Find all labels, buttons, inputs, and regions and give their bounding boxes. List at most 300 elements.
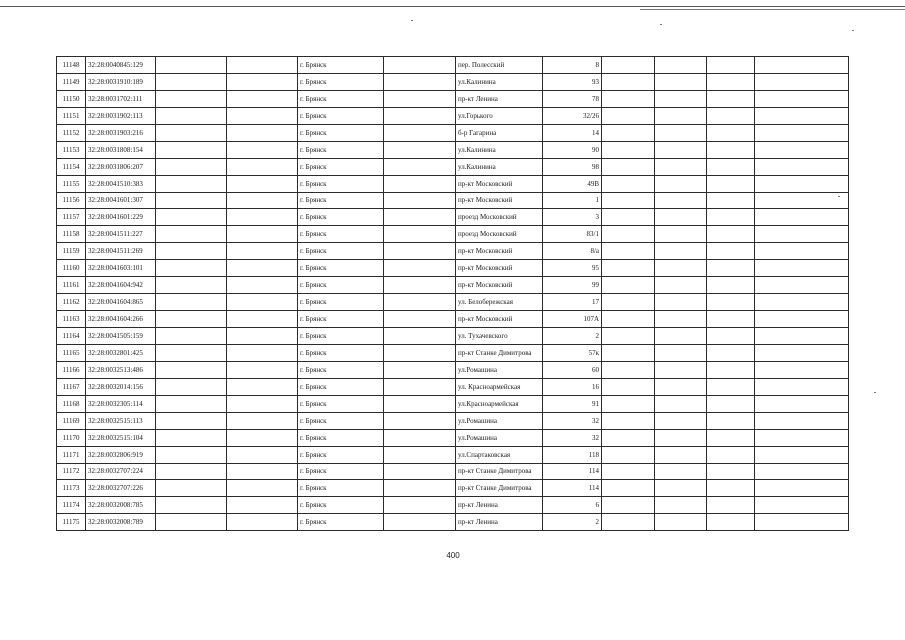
empty-cell <box>384 192 456 209</box>
empty-cell <box>707 124 755 141</box>
house-number-cell: 114 <box>543 463 602 480</box>
empty-cell <box>707 192 755 209</box>
empty-cell <box>602 294 655 311</box>
cadastral-number-cell: 32:28:0032305:114 <box>86 395 156 412</box>
empty-cell <box>655 90 707 107</box>
empty-cell <box>384 378 456 395</box>
empty-cell <box>602 107 655 124</box>
empty-cell <box>384 209 456 226</box>
house-number-cell: 32/26 <box>543 107 602 124</box>
empty-cell <box>707 480 755 497</box>
street-cell: пр-кт Московский <box>456 175 543 192</box>
empty-cell <box>655 124 707 141</box>
row-number-cell: 11168 <box>57 395 86 412</box>
cadastral-number-cell: 32:28:0032008:789 <box>86 514 156 531</box>
empty-cell <box>602 209 655 226</box>
cadastral-number-cell: 32:28:0032515:113 <box>86 412 156 429</box>
empty-cell <box>156 311 227 328</box>
empty-cell <box>707 294 755 311</box>
empty-cell <box>655 141 707 158</box>
empty-cell <box>655 226 707 243</box>
empty-cell <box>655 429 707 446</box>
table-row <box>57 412 849 429</box>
empty-cell <box>755 514 849 531</box>
cadastral-number-cell: 32:28:0032707:226 <box>86 480 156 497</box>
empty-cell <box>156 226 227 243</box>
empty-cell <box>707 226 755 243</box>
empty-cell <box>707 243 755 260</box>
table-row <box>57 311 849 328</box>
empty-cell <box>755 344 849 361</box>
registry-body <box>57 57 849 531</box>
empty-cell <box>602 429 655 446</box>
house-number-cell: 2 <box>543 328 602 345</box>
empty-cell <box>707 209 755 226</box>
empty-cell <box>655 209 707 226</box>
empty-cell <box>655 57 707 74</box>
empty-cell <box>384 107 456 124</box>
empty-cell <box>227 158 298 175</box>
empty-cell <box>156 277 227 294</box>
house-number-cell: 107А <box>543 311 602 328</box>
empty-cell <box>156 158 227 175</box>
empty-cell <box>156 480 227 497</box>
row-number-cell: 11162 <box>57 294 86 311</box>
table-row <box>57 226 849 243</box>
empty-cell <box>156 124 227 141</box>
empty-cell <box>227 463 298 480</box>
empty-cell <box>384 294 456 311</box>
empty-cell <box>655 73 707 90</box>
empty-cell <box>227 395 298 412</box>
table-row <box>57 294 849 311</box>
cadastral-number-cell: 32:28:0041510:383 <box>86 175 156 192</box>
empty-cell <box>384 463 456 480</box>
cadastral-number-cell: 32:28:0040845:129 <box>86 57 156 74</box>
city-cell: г. Брянск <box>298 328 384 345</box>
street-cell: ул. Красноармейская <box>456 378 543 395</box>
empty-cell <box>227 514 298 531</box>
empty-cell <box>602 514 655 531</box>
table-row <box>57 429 849 446</box>
empty-cell <box>755 277 849 294</box>
street-cell: ул.Красноармейская <box>456 395 543 412</box>
row-number-cell: 11154 <box>57 158 86 175</box>
empty-cell <box>755 226 849 243</box>
street-cell: б-р Гагарина <box>456 124 543 141</box>
empty-cell <box>384 328 456 345</box>
empty-cell <box>707 90 755 107</box>
row-number-cell: 11171 <box>57 446 86 463</box>
empty-cell <box>156 175 227 192</box>
house-number-cell: 99 <box>543 277 602 294</box>
empty-cell <box>707 311 755 328</box>
table-row <box>57 158 849 175</box>
empty-cell <box>655 192 707 209</box>
empty-cell <box>384 361 456 378</box>
empty-cell <box>602 446 655 463</box>
empty-cell <box>707 446 755 463</box>
street-cell: пр-кт Ленина <box>456 497 543 514</box>
empty-cell <box>384 124 456 141</box>
city-cell: г. Брянск <box>298 311 384 328</box>
house-number-cell: 14 <box>543 124 602 141</box>
empty-cell <box>707 514 755 531</box>
scan-edge-line <box>640 9 905 10</box>
empty-cell <box>156 412 227 429</box>
row-number-cell: 11173 <box>57 480 86 497</box>
empty-cell <box>602 480 655 497</box>
empty-cell <box>602 141 655 158</box>
scan-speck <box>660 24 662 25</box>
empty-cell <box>655 412 707 429</box>
empty-cell <box>655 344 707 361</box>
empty-cell <box>707 361 755 378</box>
empty-cell <box>602 463 655 480</box>
empty-cell <box>755 158 849 175</box>
empty-cell <box>384 260 456 277</box>
empty-cell <box>602 497 655 514</box>
empty-cell <box>156 344 227 361</box>
empty-cell <box>602 175 655 192</box>
empty-cell <box>755 57 849 74</box>
street-cell: пр-кт Станке Димитрова <box>456 480 543 497</box>
cadastral-number-cell: 32:28:0031806:207 <box>86 158 156 175</box>
empty-cell <box>755 429 849 446</box>
empty-cell <box>707 73 755 90</box>
cadastral-number-cell: 32:28:0031910:189 <box>86 73 156 90</box>
city-cell: г. Брянск <box>298 344 384 361</box>
empty-cell <box>755 260 849 277</box>
empty-cell <box>755 141 849 158</box>
table-row <box>57 395 849 412</box>
empty-cell <box>755 90 849 107</box>
cadastral-number-cell: 32:28:0032513:486 <box>86 361 156 378</box>
empty-cell <box>384 514 456 531</box>
empty-cell <box>707 395 755 412</box>
empty-cell <box>156 90 227 107</box>
empty-cell <box>602 57 655 74</box>
cadastral-number-cell: 32:28:0031903:216 <box>86 124 156 141</box>
empty-cell <box>755 192 849 209</box>
empty-cell <box>384 429 456 446</box>
city-cell: г. Брянск <box>298 124 384 141</box>
row-number-cell: 11149 <box>57 73 86 90</box>
empty-cell <box>655 107 707 124</box>
empty-cell <box>707 378 755 395</box>
city-cell: г. Брянск <box>298 73 384 90</box>
empty-cell <box>655 463 707 480</box>
empty-cell <box>755 175 849 192</box>
street-cell: ул. Белобережская <box>456 294 543 311</box>
empty-cell <box>707 107 755 124</box>
empty-cell <box>156 294 227 311</box>
empty-cell <box>227 141 298 158</box>
street-cell: пр-кт Московский <box>456 277 543 294</box>
empty-cell <box>384 395 456 412</box>
row-number-cell: 11157 <box>57 209 86 226</box>
table-row <box>57 480 849 497</box>
city-cell: г. Брянск <box>298 107 384 124</box>
empty-cell <box>384 226 456 243</box>
empty-cell <box>384 175 456 192</box>
empty-cell <box>602 395 655 412</box>
empty-cell <box>227 57 298 74</box>
row-number-cell: 11159 <box>57 243 86 260</box>
street-cell: пр-кт Московский <box>456 260 543 277</box>
street-cell: ул.Калинина <box>456 141 543 158</box>
empty-cell <box>156 192 227 209</box>
empty-cell <box>707 344 755 361</box>
street-cell: проезд Московский <box>456 209 543 226</box>
street-cell: ул.Ромашина <box>456 429 543 446</box>
empty-cell <box>156 260 227 277</box>
empty-cell <box>755 73 849 90</box>
empty-cell <box>227 497 298 514</box>
empty-cell <box>707 260 755 277</box>
street-cell: пр-кт Станке Димитрова <box>456 344 543 361</box>
table-row <box>57 243 849 260</box>
empty-cell <box>227 243 298 260</box>
empty-cell <box>227 175 298 192</box>
empty-cell <box>755 463 849 480</box>
empty-cell <box>755 107 849 124</box>
empty-cell <box>227 412 298 429</box>
empty-cell <box>384 277 456 294</box>
scan-speck <box>411 20 413 21</box>
empty-cell <box>227 294 298 311</box>
house-number-cell: 8 <box>543 57 602 74</box>
empty-cell <box>755 328 849 345</box>
empty-cell <box>707 277 755 294</box>
cadastral-number-cell: 32:28:0041601:229 <box>86 209 156 226</box>
empty-cell <box>156 328 227 345</box>
street-cell: ул.Спартаковская <box>456 446 543 463</box>
empty-cell <box>655 277 707 294</box>
empty-cell <box>384 90 456 107</box>
empty-cell <box>655 158 707 175</box>
street-cell: пр-кт Московский <box>456 243 543 260</box>
empty-cell <box>227 361 298 378</box>
empty-cell <box>156 141 227 158</box>
street-cell: ул. Тухачевского <box>456 328 543 345</box>
scan-edge-line <box>0 6 905 7</box>
row-number-cell: 11155 <box>57 175 86 192</box>
table-row <box>57 90 849 107</box>
city-cell: г. Брянск <box>298 192 384 209</box>
street-cell: пр-кт Ленина <box>456 90 543 107</box>
table-row <box>57 260 849 277</box>
empty-cell <box>655 311 707 328</box>
city-cell: г. Брянск <box>298 243 384 260</box>
city-cell: г. Брянск <box>298 361 384 378</box>
empty-cell <box>755 294 849 311</box>
street-cell: ул.Калинина <box>456 73 543 90</box>
house-number-cell: 57к <box>543 344 602 361</box>
empty-cell <box>755 243 849 260</box>
empty-cell <box>602 260 655 277</box>
empty-cell <box>156 378 227 395</box>
empty-cell <box>755 311 849 328</box>
row-number-cell: 11170 <box>57 429 86 446</box>
city-cell: г. Брянск <box>298 463 384 480</box>
empty-cell <box>755 124 849 141</box>
empty-cell <box>655 328 707 345</box>
empty-cell <box>655 446 707 463</box>
street-cell: пер. Полесский <box>456 57 543 74</box>
row-number-cell: 11164 <box>57 328 86 345</box>
empty-cell <box>156 57 227 74</box>
table-row <box>57 175 849 192</box>
table-row <box>57 361 849 378</box>
empty-cell <box>707 412 755 429</box>
empty-cell <box>384 73 456 90</box>
cadastral-number-cell: 32:28:0032515:104 <box>86 429 156 446</box>
row-number-cell: 11174 <box>57 497 86 514</box>
empty-cell <box>655 361 707 378</box>
empty-cell <box>655 175 707 192</box>
house-number-cell: 93 <box>543 73 602 90</box>
empty-cell <box>602 277 655 294</box>
house-number-cell: 6 <box>543 497 602 514</box>
empty-cell <box>602 73 655 90</box>
cadastral-number-cell: 32:28:0031808:154 <box>86 141 156 158</box>
empty-cell <box>384 497 456 514</box>
row-number-cell: 11169 <box>57 412 86 429</box>
empty-cell <box>755 378 849 395</box>
row-number-cell: 11148 <box>57 57 86 74</box>
empty-cell <box>227 192 298 209</box>
cadastral-number-cell: 32:28:0041604:942 <box>86 277 156 294</box>
cadastral-number-cell: 32:28:0032806:919 <box>86 446 156 463</box>
empty-cell <box>156 446 227 463</box>
empty-cell <box>655 497 707 514</box>
row-number-cell: 11175 <box>57 514 86 531</box>
table-row <box>57 209 849 226</box>
city-cell: г. Брянск <box>298 277 384 294</box>
empty-cell <box>602 378 655 395</box>
scan-speck <box>852 30 854 31</box>
empty-cell <box>384 480 456 497</box>
empty-cell <box>707 175 755 192</box>
empty-cell <box>384 243 456 260</box>
row-number-cell: 11160 <box>57 260 86 277</box>
cadastral-number-cell: 32:28:0041604:865 <box>86 294 156 311</box>
street-cell: пр-кт Станке Димитрова <box>456 463 543 480</box>
empty-cell <box>227 378 298 395</box>
house-number-cell: 16 <box>543 378 602 395</box>
empty-cell <box>156 361 227 378</box>
empty-cell <box>755 446 849 463</box>
house-number-cell: 83/1 <box>543 226 602 243</box>
empty-cell <box>707 158 755 175</box>
row-number-cell: 11163 <box>57 311 86 328</box>
empty-cell <box>707 328 755 345</box>
house-number-cell: 17 <box>543 294 602 311</box>
street-cell: ул.Ромашина <box>456 412 543 429</box>
empty-cell <box>755 480 849 497</box>
empty-cell <box>655 514 707 531</box>
table-row <box>57 378 849 395</box>
house-number-cell: 118 <box>543 446 602 463</box>
street-cell: пр-кт Ленина <box>456 514 543 531</box>
empty-cell <box>384 158 456 175</box>
table-row <box>57 277 849 294</box>
house-number-cell: 95 <box>543 260 602 277</box>
empty-cell <box>655 395 707 412</box>
table-row <box>57 328 849 345</box>
house-number-cell: 78 <box>543 90 602 107</box>
empty-cell <box>707 463 755 480</box>
row-number-cell: 11172 <box>57 463 86 480</box>
cadastral-number-cell: 32:28:0031902:113 <box>86 107 156 124</box>
empty-cell <box>227 90 298 107</box>
row-number-cell: 11158 <box>57 226 86 243</box>
empty-cell <box>602 192 655 209</box>
table-row <box>57 57 849 74</box>
house-number-cell: 91 <box>543 395 602 412</box>
empty-cell <box>384 446 456 463</box>
empty-cell <box>602 243 655 260</box>
empty-cell <box>602 361 655 378</box>
empty-cell <box>227 429 298 446</box>
empty-cell <box>707 141 755 158</box>
city-cell: г. Брянск <box>298 412 384 429</box>
street-cell: пр-кт Московский <box>456 192 543 209</box>
empty-cell <box>602 90 655 107</box>
empty-cell <box>156 209 227 226</box>
empty-cell <box>156 497 227 514</box>
house-number-cell: 90 <box>543 141 602 158</box>
city-cell: г. Брянск <box>298 429 384 446</box>
row-number-cell: 11165 <box>57 344 86 361</box>
empty-cell <box>655 260 707 277</box>
empty-cell <box>602 328 655 345</box>
empty-cell <box>227 107 298 124</box>
city-cell: г. Брянск <box>298 57 384 74</box>
empty-cell <box>602 412 655 429</box>
empty-cell <box>755 497 849 514</box>
row-number-cell: 11161 <box>57 277 86 294</box>
cadastral-number-cell: 32:28:0032707:224 <box>86 463 156 480</box>
empty-cell <box>755 412 849 429</box>
empty-cell <box>227 328 298 345</box>
table-row <box>57 446 849 463</box>
cadastral-number-cell: 32:28:0041603:101 <box>86 260 156 277</box>
city-cell: г. Брянск <box>298 480 384 497</box>
empty-cell <box>227 446 298 463</box>
city-cell: г. Брянск <box>298 378 384 395</box>
empty-cell <box>156 514 227 531</box>
table-row <box>57 344 849 361</box>
empty-cell <box>655 378 707 395</box>
empty-cell <box>156 243 227 260</box>
empty-cell <box>227 277 298 294</box>
empty-cell <box>227 311 298 328</box>
street-cell: ул.Ромашина <box>456 361 543 378</box>
city-cell: г. Брянск <box>298 90 384 107</box>
table-row <box>57 73 849 90</box>
cadastral-number-cell: 32:28:0041511:227 <box>86 226 156 243</box>
table-row <box>57 514 849 531</box>
cadastral-number-cell: 32:28:0041604:266 <box>86 311 156 328</box>
house-number-cell: 8/а <box>543 243 602 260</box>
empty-cell <box>655 480 707 497</box>
table-row <box>57 192 849 209</box>
cadastral-number-cell: 32:28:0041505:159 <box>86 328 156 345</box>
empty-cell <box>755 395 849 412</box>
empty-cell <box>655 294 707 311</box>
